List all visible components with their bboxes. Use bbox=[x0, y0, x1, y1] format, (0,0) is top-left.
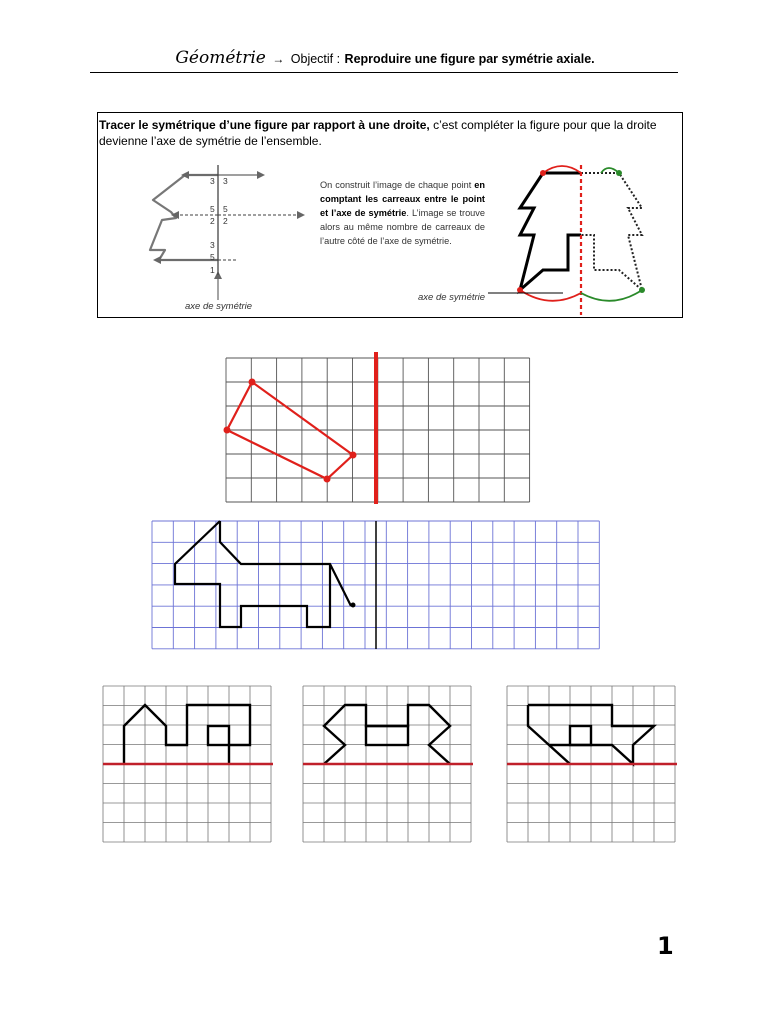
num-5b: 5 bbox=[223, 204, 228, 214]
example-right-figure bbox=[498, 165, 668, 315]
red-quadrilateral bbox=[227, 382, 353, 479]
example-left-figure bbox=[128, 160, 308, 310]
definition-bold: Tracer le symétrique d’une figure par rapport à une droite, bbox=[99, 118, 430, 132]
arrow-icon: → bbox=[272, 52, 285, 66]
vertex-point bbox=[224, 427, 231, 434]
num-2b: 2 bbox=[223, 216, 228, 226]
explanation-text: On construit l’image de chaque point en comptant les carreaux entre le point et l’axe de symétrie. L’image se trouve alors au même nombre de carreaux de l’autre côté de l’axe de symétrie. bbox=[320, 180, 485, 246]
num-5c: 5 bbox=[210, 252, 215, 262]
page-header bbox=[90, 48, 680, 72]
num-2a: 2 bbox=[210, 216, 215, 226]
green-arc-bottom bbox=[581, 290, 642, 301]
subject-title: Géométrie bbox=[175, 48, 266, 68]
exercise-2-grid bbox=[152, 521, 600, 651]
num-1: 1 bbox=[210, 265, 215, 275]
axis-caption-right: axe de symétrie bbox=[418, 292, 486, 303]
axis-caption-left: axe de symétrie bbox=[185, 301, 253, 312]
exercise-3a-grid bbox=[103, 686, 273, 846]
definition-rest: c’est compléter la figure pour que la droite devienne l’axe de symétrie de l’ensemble. bbox=[99, 118, 657, 148]
num-3a: 3 bbox=[210, 176, 215, 186]
tree-right-half bbox=[581, 173, 642, 290]
explanation-bold: en comptant les carreaux entre le point et l’axe de symétrie bbox=[320, 180, 485, 218]
vertex-point bbox=[350, 452, 357, 459]
num-3c: 3 bbox=[210, 240, 215, 250]
dog-figure bbox=[175, 521, 351, 627]
exercise-3c-grid bbox=[507, 686, 677, 846]
page-number: 1 bbox=[657, 932, 674, 960]
exercise-1-axis bbox=[374, 352, 378, 504]
red-arc-bottom bbox=[520, 290, 581, 301]
num-3b: 3 bbox=[223, 176, 228, 186]
example-left-arrows bbox=[158, 175, 300, 300]
tree-left-half bbox=[520, 173, 581, 290]
num-5a: 5 bbox=[210, 204, 215, 214]
exercise-3b-grid bbox=[303, 686, 473, 846]
exercise-1-grid bbox=[226, 358, 530, 502]
vertex-point bbox=[249, 379, 256, 386]
objective-label: Objectif : bbox=[290, 52, 341, 66]
example-left-shape bbox=[150, 175, 218, 260]
objective-text: Reproduire une figure par symétrie axiale. bbox=[344, 52, 595, 66]
definition-text bbox=[99, 117, 679, 149]
header-underline bbox=[90, 72, 678, 73]
vertex-point bbox=[324, 476, 331, 483]
